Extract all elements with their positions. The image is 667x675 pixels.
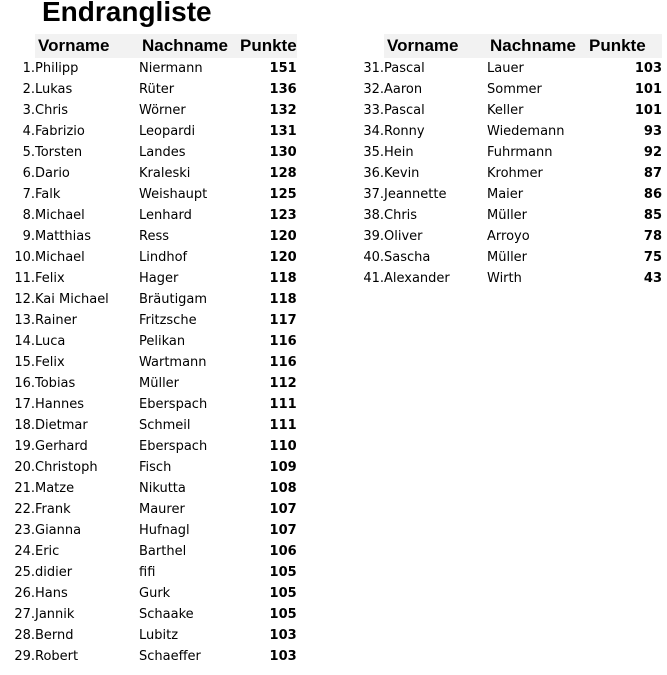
- punkte-cell: 101: [634, 82, 662, 97]
- nachname-cell: Barthel: [139, 544, 187, 559]
- rank-cell: 10.: [14, 250, 35, 265]
- punkte-cell: 120: [269, 250, 297, 265]
- nachname-cell: Eberspach: [139, 439, 208, 454]
- ranking-table-left: [0, 34, 297, 667]
- table-row: [0, 205, 297, 226]
- punkte-cell: 87: [643, 166, 662, 181]
- nachname-cell: Wirth: [487, 271, 522, 286]
- rank-cell: 15.: [14, 355, 35, 370]
- rank-cell: 41.: [363, 271, 384, 286]
- rank-cell: 23.: [14, 523, 35, 538]
- vorname-cell: Felix: [35, 355, 65, 370]
- table-row: [0, 289, 297, 310]
- table-row: [0, 625, 297, 646]
- table-row: [348, 184, 662, 205]
- punkte-cell: 118: [269, 292, 297, 307]
- rank-cell: 20.: [14, 460, 35, 475]
- punkte-cell: 92: [643, 145, 662, 160]
- punkte-cell: 116: [269, 355, 297, 370]
- nachname-cell: Weishaupt: [139, 187, 208, 202]
- table-row: [0, 373, 297, 394]
- nachname-cell: Eberspach: [139, 397, 208, 412]
- table-row: [348, 163, 662, 184]
- table-row: [348, 205, 662, 226]
- table-row: [0, 79, 297, 100]
- ranking-table-right: [348, 34, 662, 289]
- table-row: [348, 100, 662, 121]
- vorname-cell: Pascal: [384, 103, 425, 118]
- vorname-cell: Michael: [35, 250, 85, 265]
- table-row: [0, 100, 297, 121]
- nachname-column-header: Nachname: [487, 34, 589, 58]
- rank-cell: 33.: [363, 103, 384, 118]
- vorname-cell: Hans: [35, 586, 68, 601]
- punkte-cell: 78: [643, 229, 662, 244]
- vorname-cell: Chris: [35, 103, 69, 118]
- table-row: [348, 121, 662, 142]
- table-row: [0, 394, 297, 415]
- nachname-cell: Schaake: [139, 607, 194, 622]
- punkte-cell: 117: [269, 313, 297, 328]
- punkte-cell: 93: [643, 124, 662, 139]
- vorname-cell: Rainer: [35, 313, 77, 328]
- table-row: [0, 142, 297, 163]
- punkte-cell: 105: [269, 586, 297, 601]
- nachname-cell: Fisch: [139, 460, 172, 475]
- table-row: [348, 268, 662, 289]
- punkte-cell: 111: [269, 418, 297, 433]
- rank-cell: 40.: [363, 250, 384, 265]
- vorname-cell: Philipp: [35, 61, 79, 76]
- nachname-cell: Sommer: [487, 82, 542, 97]
- nachname-column-header: Nachname: [139, 34, 240, 58]
- nachname-cell: Pelikan: [139, 334, 186, 349]
- vorname-cell: Bernd: [35, 628, 74, 643]
- nachname-cell: Hufnagl: [139, 523, 190, 538]
- rank-cell: 6.: [22, 166, 35, 181]
- vorname-cell: Aaron: [384, 82, 423, 97]
- nachname-cell: Niermann: [139, 61, 203, 76]
- nachname-cell: Wiedemann: [487, 124, 565, 139]
- punkte-cell: 75: [643, 250, 662, 265]
- page-title: Endrangliste: [42, 0, 212, 27]
- rank-cell: 9.: [22, 229, 35, 244]
- vorname-cell: Gianna: [35, 523, 82, 538]
- punkte-cell: 103: [634, 61, 662, 76]
- nachname-cell: Maurer: [139, 502, 185, 517]
- rank-cell: 19.: [14, 439, 35, 454]
- table-row: [0, 520, 297, 541]
- nachname-cell: Fuhrmann: [487, 145, 553, 160]
- table-row: [348, 142, 662, 163]
- punkte-cell: 151: [269, 61, 297, 76]
- vorname-cell: Lukas: [35, 82, 73, 97]
- nachname-cell: Müller: [487, 250, 528, 265]
- punkte-cell: 136: [269, 82, 297, 97]
- punkte-cell: 85: [643, 208, 662, 223]
- nachname-cell: Lauer: [487, 61, 524, 76]
- nachname-cell: Müller: [487, 208, 528, 223]
- rank-cell: 14.: [14, 334, 35, 349]
- punkte-cell: 116: [269, 334, 297, 349]
- table-row: [0, 163, 297, 184]
- punkte-column-header: Punkte: [589, 34, 662, 58]
- table-row: [0, 583, 297, 604]
- rank-cell: 28.: [14, 628, 35, 643]
- table-row: [0, 247, 297, 268]
- vorname-cell: Alexander: [384, 271, 450, 286]
- vorname-cell: Falk: [35, 187, 61, 202]
- rank-cell: 7.: [22, 187, 35, 202]
- rank-cell: 35.: [363, 145, 384, 160]
- rank-column-header: [348, 34, 384, 58]
- nachname-cell: Leopardi: [139, 124, 196, 139]
- nachname-cell: Fritzsche: [139, 313, 197, 328]
- table-row: [0, 478, 297, 499]
- nachname-cell: Lubitz: [139, 628, 179, 643]
- table-row: [0, 646, 297, 667]
- punkte-cell: 86: [643, 187, 662, 202]
- punkte-cell: 105: [269, 565, 297, 580]
- rank-cell: 39.: [363, 229, 384, 244]
- punkte-cell: 107: [269, 523, 297, 538]
- vorname-cell: Gerhard: [35, 439, 88, 454]
- nachname-cell: Müller: [139, 376, 180, 391]
- vorname-cell: Tobias: [35, 376, 76, 391]
- punkte-cell: 112: [269, 376, 297, 391]
- nachname-cell: Schmeil: [139, 418, 191, 433]
- vorname-cell: Michael: [35, 208, 85, 223]
- vorname-cell: Jannik: [35, 607, 75, 622]
- rank-cell: 4.: [22, 124, 35, 139]
- rank-cell: 13.: [14, 313, 35, 328]
- punkte-cell: 105: [269, 607, 297, 622]
- vorname-cell: Felix: [35, 271, 65, 286]
- vorname-cell: Jeannette: [384, 187, 447, 202]
- rank-cell: 12.: [14, 292, 35, 307]
- table-row: [0, 310, 297, 331]
- rank-cell: 38.: [363, 208, 384, 223]
- rank-cell: 1.: [22, 61, 35, 76]
- nachname-cell: Gurk: [139, 586, 171, 601]
- vorname-cell: Robert: [35, 649, 79, 664]
- rank-cell: 3.: [22, 103, 35, 118]
- vorname-cell: Christoph: [35, 460, 98, 475]
- vorname-cell: Eric: [35, 544, 60, 559]
- vorname-column-header: Vorname: [35, 34, 139, 58]
- punkte-cell: 123: [269, 208, 297, 223]
- nachname-cell: Krohmer: [487, 166, 543, 181]
- vorname-cell: Sascha: [384, 250, 431, 265]
- vorname-column-header: Vorname: [384, 34, 487, 58]
- table-row: [0, 268, 297, 289]
- rank-cell: 17.: [14, 397, 35, 412]
- vorname-cell: Hein: [384, 145, 414, 160]
- punkte-cell: 110: [269, 439, 297, 454]
- vorname-cell: Kai Michael: [35, 292, 109, 307]
- rank-cell: 26.: [14, 586, 35, 601]
- table-row: [0, 331, 297, 352]
- punkte-cell: 118: [269, 271, 297, 286]
- vorname-cell: Luca: [35, 334, 66, 349]
- rank-cell: 2.: [22, 82, 35, 97]
- nachname-cell: Nikutta: [139, 481, 186, 496]
- punkte-cell: 111: [269, 397, 297, 412]
- rank-cell: 31.: [363, 61, 384, 76]
- vorname-cell: Pascal: [384, 61, 425, 76]
- vorname-cell: Torsten: [35, 145, 83, 160]
- table-header-row: [348, 34, 662, 58]
- punkte-cell: 108: [269, 481, 297, 496]
- nachname-cell: fifi: [139, 565, 156, 580]
- rank-cell: 25.: [14, 565, 35, 580]
- punkte-cell: 109: [269, 460, 297, 475]
- table-header-row: [0, 34, 297, 58]
- vorname-cell: Matze: [35, 481, 75, 496]
- punkte-column-header: Punkte: [240, 34, 297, 58]
- nachname-cell: Lindhof: [139, 250, 188, 265]
- vorname-cell: Frank: [35, 502, 71, 517]
- vorname-cell: Ronny: [384, 124, 425, 139]
- punkte-cell: 125: [269, 187, 297, 202]
- rank-cell: 32.: [363, 82, 384, 97]
- rank-cell: 29.: [14, 649, 35, 664]
- table-row: [0, 352, 297, 373]
- rank-cell: 22.: [14, 502, 35, 517]
- rank-cell: 5.: [22, 145, 35, 160]
- nachname-cell: Wartmann: [139, 355, 207, 370]
- table-row: [0, 226, 297, 247]
- punkte-cell: 43: [643, 271, 662, 286]
- nachname-cell: Rüter: [139, 82, 175, 97]
- rank-cell: 11.: [14, 271, 35, 286]
- vorname-cell: Kevin: [384, 166, 420, 181]
- nachname-cell: Landes: [139, 145, 186, 160]
- rank-cell: 36.: [363, 166, 384, 181]
- table-row: [0, 415, 297, 436]
- rank-cell: 37.: [363, 187, 384, 202]
- nachname-cell: Keller: [487, 103, 524, 118]
- vorname-cell: Matthias: [35, 229, 91, 244]
- nachname-cell: Hager: [139, 271, 179, 286]
- table-row: [0, 436, 297, 457]
- punkte-cell: 103: [269, 649, 297, 664]
- punkte-cell: 106: [269, 544, 297, 559]
- punkte-cell: 103: [269, 628, 297, 643]
- punkte-cell: 107: [269, 502, 297, 517]
- rank-cell: 21.: [14, 481, 35, 496]
- punkte-cell: 132: [269, 103, 297, 118]
- vorname-cell: Dario: [35, 166, 70, 181]
- table-row: [0, 184, 297, 205]
- rank-cell: 18.: [14, 418, 35, 433]
- table-row: [348, 226, 662, 247]
- vorname-cell: didier: [35, 565, 73, 580]
- vorname-cell: Dietmar: [35, 418, 88, 433]
- table-row: [0, 58, 297, 79]
- nachname-cell: Lenhard: [139, 208, 192, 223]
- table-row: [0, 604, 297, 625]
- nachname-cell: Arroyo: [487, 229, 530, 244]
- punkte-cell: 101: [634, 103, 662, 118]
- table-row: [0, 541, 297, 562]
- nachname-cell: Ress: [139, 229, 169, 244]
- table-row: [348, 247, 662, 268]
- table-row: [348, 58, 662, 79]
- table-row: [0, 499, 297, 520]
- punkte-cell: 131: [269, 124, 297, 139]
- punkte-cell: 130: [269, 145, 297, 160]
- nachname-cell: Bräutigam: [139, 292, 208, 307]
- rank-cell: 27.: [14, 607, 35, 622]
- table-row: [348, 79, 662, 100]
- table-row: [0, 121, 297, 142]
- nachname-cell: Schaeffer: [139, 649, 201, 664]
- vorname-cell: Chris: [384, 208, 418, 223]
- vorname-cell: Hannes: [35, 397, 84, 412]
- nachname-cell: Maier: [487, 187, 524, 202]
- punkte-cell: 128: [269, 166, 297, 181]
- punkte-cell: 120: [269, 229, 297, 244]
- rank-cell: 8.: [22, 208, 35, 223]
- vorname-cell: Oliver: [384, 229, 423, 244]
- nachname-cell: Wörner: [139, 103, 186, 118]
- vorname-cell: Fabrizio: [35, 124, 85, 139]
- nachname-cell: Kraleski: [139, 166, 191, 181]
- table-row: [0, 457, 297, 478]
- rank-cell: 24.: [14, 544, 35, 559]
- rank-column-header: [0, 34, 35, 58]
- table-row: [0, 562, 297, 583]
- rank-cell: 34.: [363, 124, 384, 139]
- rank-cell: 16.: [14, 376, 35, 391]
